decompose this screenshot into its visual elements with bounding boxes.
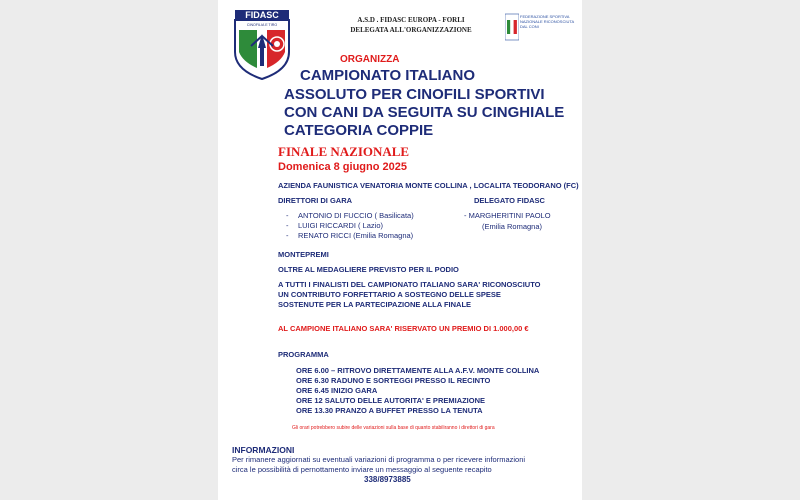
fidasc-logo-subtext: CINOFILIA E TIRO <box>246 23 278 27</box>
programma-item: ORE 6.45 INIZIO GARA <box>296 386 378 395</box>
montepremi-paragraph <box>278 280 540 310</box>
title-line-1: CAMPIONATO ITALIANO <box>300 67 475 84</box>
programma-item: ORE 12 SALUTO DELLE AUTORITA' E PREMIAZIONE <box>296 396 486 405</box>
director-item: - LUIGI RICCARDI ( Lazio) <box>286 221 414 231</box>
title-line-2: ASSOLUTO PER CINOFILI SPORTIVI <box>284 86 545 103</box>
montepremi-line-1: OLTRE AL MEDAGLIERE PREVISTO PER IL PODIO <box>278 265 459 274</box>
programma-item: ORE 6.00 – RITROVO DIRETTAMENTE ALLA A.F.V. MONTE COLLINA <box>296 366 540 375</box>
title-line-4: CATEGORIA COPPIE <box>284 122 434 139</box>
title-line-3: CON CANI DA SEGUITA SU CINGHIALE <box>284 104 565 121</box>
event-date: Domenica 8 giugno 2025 <box>278 161 407 173</box>
schedule-note: Gli orari potrebbero subire delle variazioni sulla base di quanto stabiliranno i direttori di gara <box>292 425 495 431</box>
info-heading: INFORMAZIONI <box>232 445 295 455</box>
directors-list <box>286 211 414 241</box>
coni-recognition-text: FEDERAZIONE SPORTIVA NAZIONALE RICONOSCIUTA DAL CONI <box>520 14 574 29</box>
directors-heading: DIRETTORI DI GARA <box>278 196 353 205</box>
info-line-1: Per rimanere aggiornati su eventuali variazioni di programma o per ricevere informazioni <box>232 455 526 464</box>
info-line-2: circa le possibilità di pernottamento inviare un messaggio al seguente recapito <box>232 465 492 474</box>
event-location: AZIENDA FAUNISTICA VENATORIA MONTE COLLINA , LOCALITA TEODORANO (FC) <box>278 181 579 190</box>
info-text <box>232 455 525 475</box>
delegate-name: - MARGHERITINI PAOLO <box>464 211 551 220</box>
association-line-1: A.S.D . FIDASC EUROPA - FORLI <box>357 16 465 24</box>
montepremi-line-3: UN CONTRIBUTO FORFETTARIO A SOSTEGNO DELLE SPESE <box>278 290 501 299</box>
contact-phone: 338/8973885 <box>364 475 411 484</box>
programma-list <box>278 366 539 416</box>
association-block <box>336 15 486 35</box>
delegate-heading: DELEGATO FIDASC <box>474 196 545 205</box>
montepremi-heading: MONTEPREMI <box>278 250 329 259</box>
organizza-label: ORGANIZZA <box>340 54 400 65</box>
event-flyer <box>218 0 582 500</box>
delegate-region: (Emilia Romagna) <box>482 222 543 231</box>
association-line-2: DELEGATA ALL'ORGANIZZAZIONE <box>350 26 472 34</box>
fidasc-logo-text: FIDASC <box>245 10 279 20</box>
director-item: - ANTONIO DI FUCCIO ( Basilicata) <box>286 211 414 221</box>
montepremi-line-4: SOSTENUTE PER LA PARTECIPAZIONE ALLA FINALE <box>278 300 472 309</box>
fidasc-logo <box>233 8 291 80</box>
montepremi-line-2: A TUTTI I FINALISTI DEL CAMPIONATO ITALIANO SARA' RICONOSCIUTO <box>278 280 541 289</box>
programma-heading: PROGRAMMA <box>278 350 329 359</box>
programma-item: ORE 13.30 PRANZO A BUFFET PRESSO LA TENUTA <box>296 406 483 415</box>
finale-heading: FINALE NAZIONALE <box>278 144 410 159</box>
programma-item: ORE 6.30 RADUNO E SORTEGGI PRESSO IL RECINTO <box>296 376 491 385</box>
italia-flag-icon <box>505 12 519 42</box>
director-item: - RENATO RICCI (Emilia Romagna) <box>286 231 414 241</box>
champion-prize: AL CAMPIONE ITALIANO SARA' RISERVATO UN PREMIO DI 1.000,00 € <box>278 324 529 333</box>
